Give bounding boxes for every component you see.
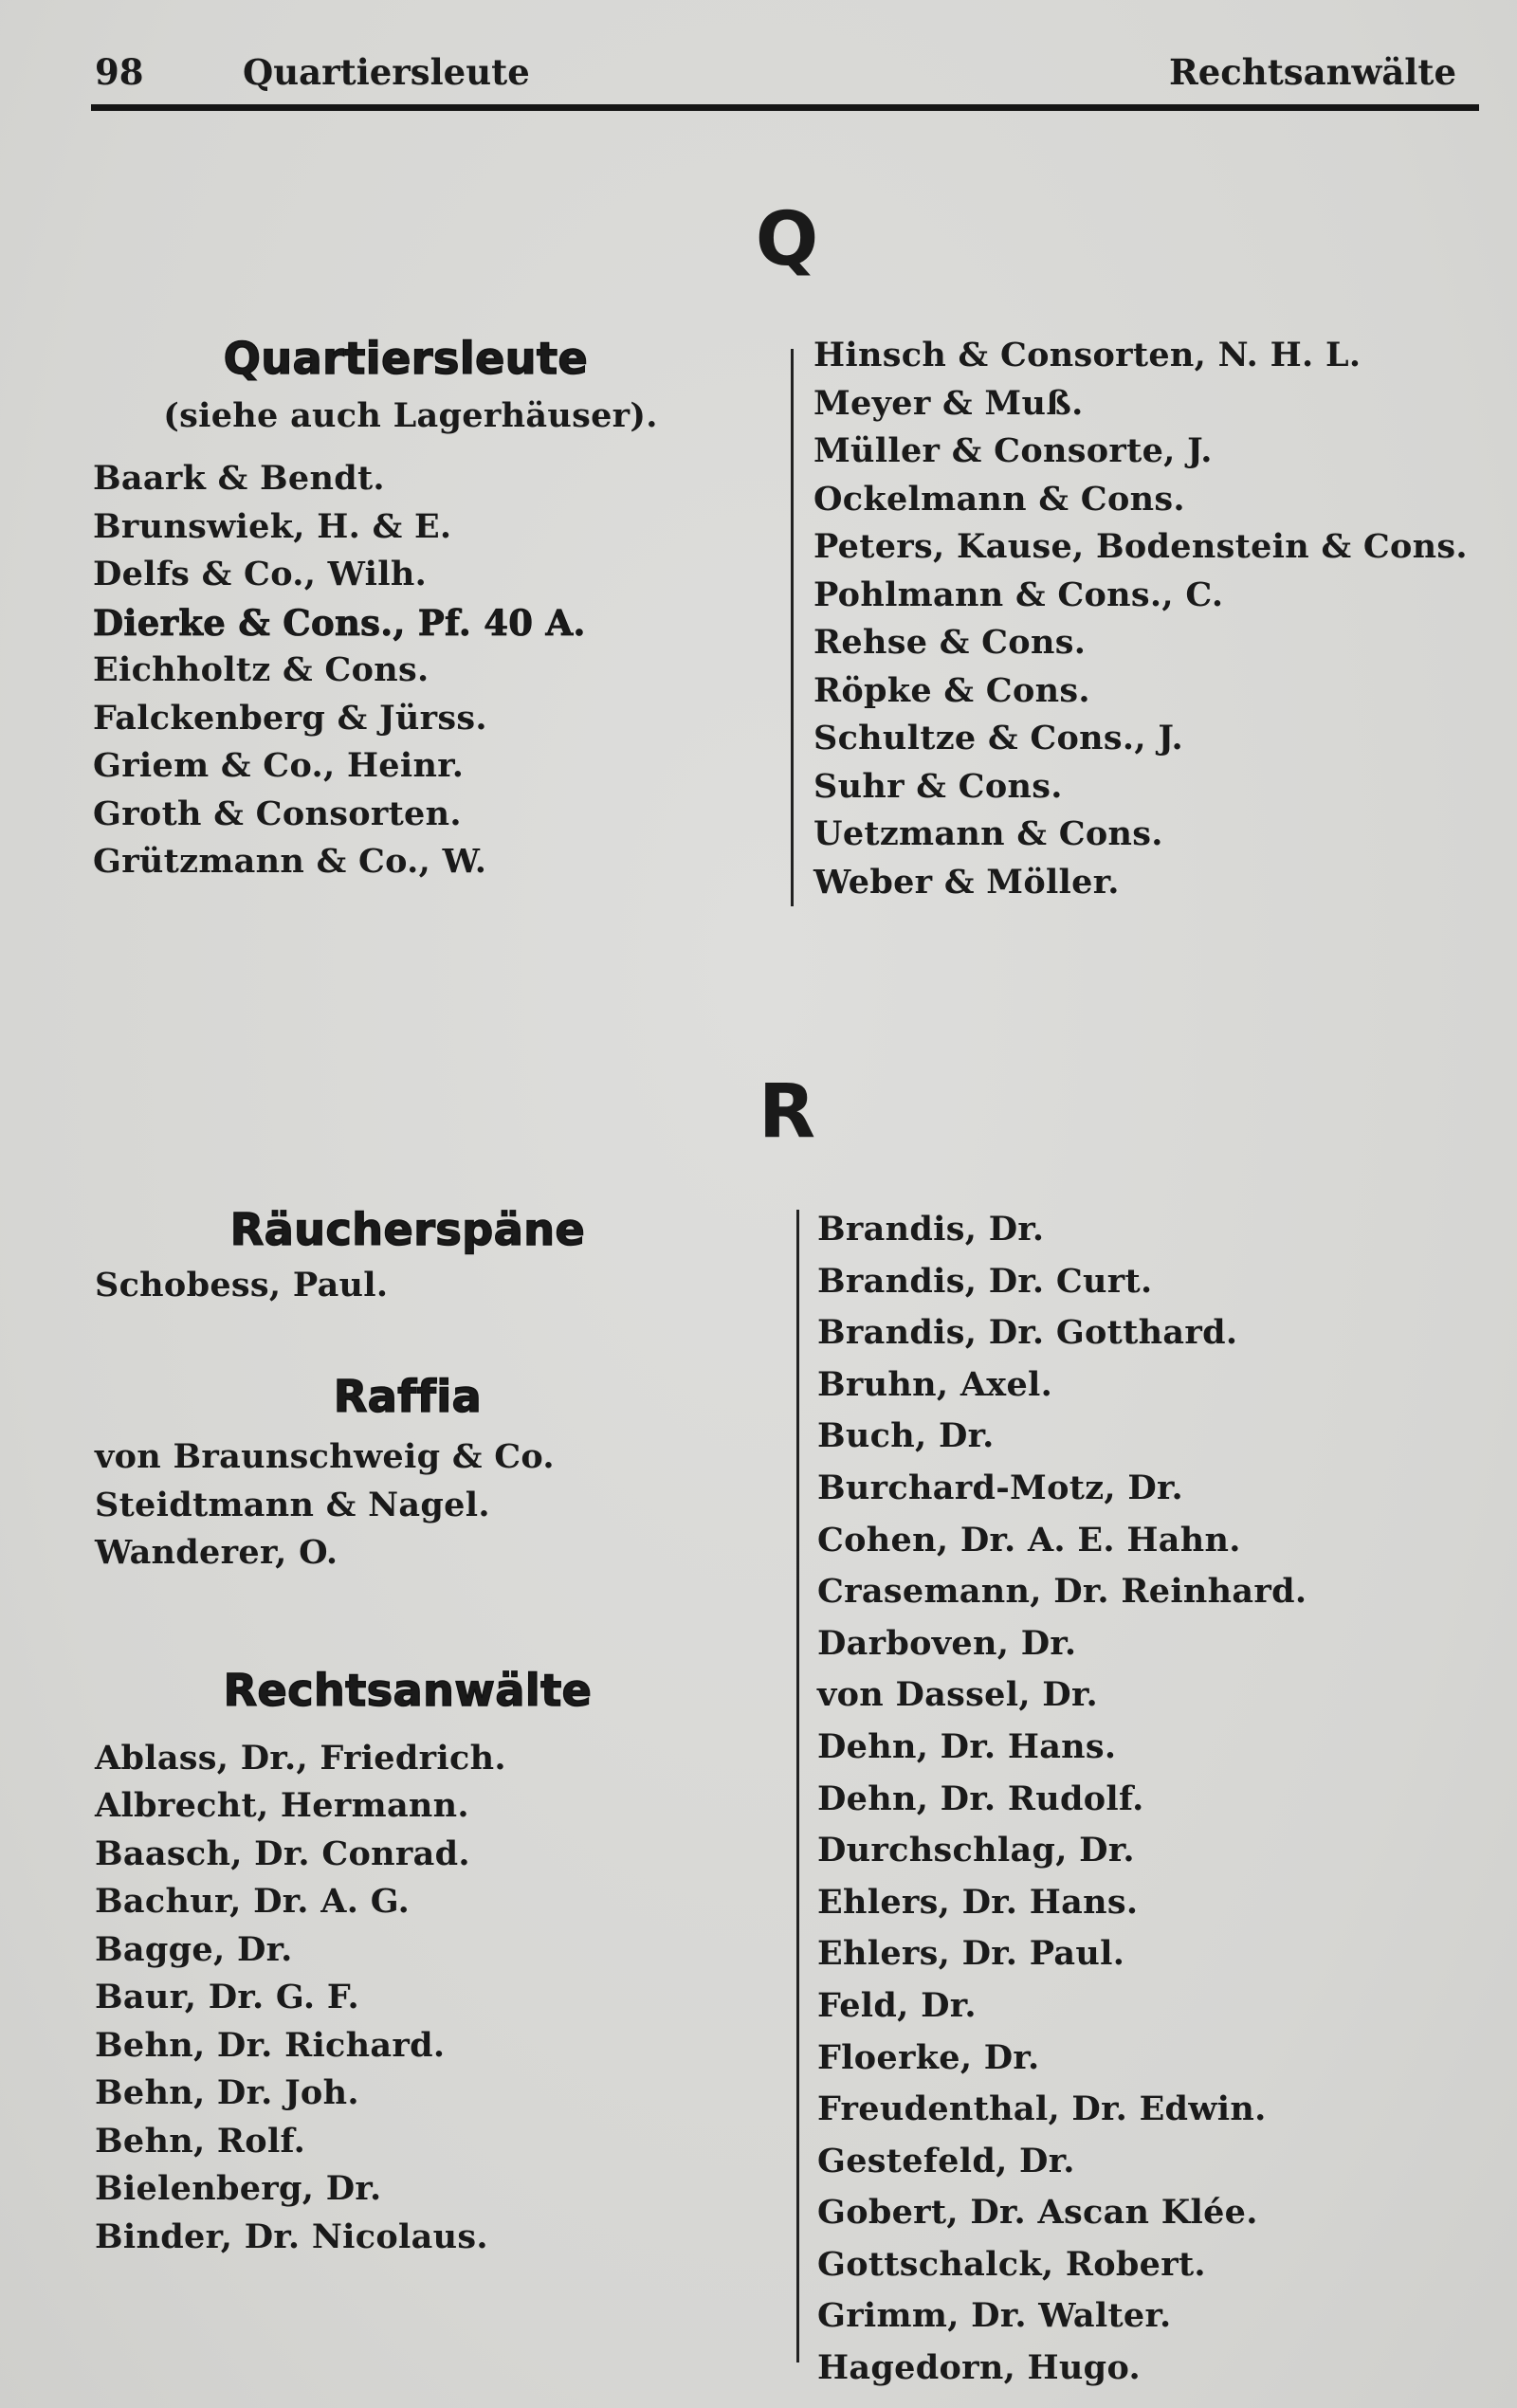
list-item: Freudenthal, Dr. Edwin. — [817, 2089, 1267, 2129]
list-item: Rehse & Cons. — [813, 623, 1087, 662]
list-item: Grützmann & Co., W. — [93, 842, 487, 881]
list-item: Peters, Kause, Bodenstein & Cons. — [813, 527, 1468, 566]
list-item: Gobert, Dr. Ascan Klée. — [817, 2193, 1258, 2233]
list-item: Ockelmann & Cons. — [813, 479, 1185, 519]
list-item: Röpke & Cons. — [813, 670, 1090, 710]
list-item: Darboven, Dr. — [817, 1623, 1077, 1663]
list-item: Schobess, Paul. — [95, 1266, 389, 1304]
list-item: Brandis, Dr. Gotthard. — [817, 1313, 1238, 1353]
list-item: Hinsch & Consorten, N. H. L. — [813, 336, 1362, 374]
list-item: Baark & Bendt. — [93, 459, 385, 498]
list-item: Wanderer, O. — [95, 1533, 338, 1572]
r-right-column — [817, 1204, 1481, 2395]
list-item: Meyer & Muß. — [813, 383, 1084, 423]
page-number: 98 — [95, 51, 144, 93]
list-item: Floerke, Dr. — [817, 2037, 1040, 2077]
list-item: Buch, Dr. — [817, 1416, 995, 1456]
list-item: Brandis, Dr. — [817, 1210, 1045, 1249]
r-left-column — [95, 1200, 702, 2261]
heading-quartiersleute: Quartiersleute — [223, 333, 589, 384]
list-item: Ehlers, Dr. Paul. — [817, 1934, 1125, 1974]
running-header — [91, 49, 1479, 102]
heading-raeucherspaene: Räucherspäne — [229, 1204, 586, 1255]
running-title-right: Rechtsanwälte — [1168, 51, 1456, 93]
list-item: Gestefeld, Dr. — [817, 2141, 1075, 2180]
list-item: Delfs & Co., Wilh. — [93, 555, 428, 593]
list-item: Schultze & Cons., J. — [813, 719, 1183, 757]
list-item: Grimm, Dr. Walter. — [817, 2296, 1172, 2336]
q-left-column — [93, 330, 700, 886]
list-item: Feld, Dr. — [817, 1985, 977, 2025]
list-item: Burchard-Motz, Dr. — [817, 1468, 1184, 1507]
list-item: von Braunschweig & Co. — [95, 1437, 555, 1476]
list-item: Hagedorn, Hugo. — [817, 2348, 1141, 2388]
list-item: Eichholtz & Cons. — [93, 650, 430, 689]
section-letter-r: R — [758, 1069, 816, 1155]
list-item: Griem & Co., Heinr. — [93, 746, 465, 785]
column-rule-q — [791, 349, 794, 906]
list-item: Dehn, Dr. Rudolf. — [817, 1779, 1144, 1818]
list-item: Groth & Consorten. — [93, 794, 462, 833]
list-item: Bachur, Dr. A. G. — [95, 1882, 411, 1921]
list-item: Steidtmann & Nagel. — [95, 1485, 490, 1524]
list-item: Behn, Dr. Joh. — [95, 2073, 359, 2112]
list-item: Crasemann, Dr. Reinhard. — [817, 1572, 1307, 1612]
list-item: Dehn, Dr. Hans. — [817, 1726, 1117, 1766]
list-item: Behn, Dr. Richard. — [95, 2025, 446, 2065]
list-item: Pohlmann & Cons., C. — [813, 575, 1224, 614]
list-item: Bruhn, Axel. — [817, 1364, 1053, 1404]
list-item: Müller & Consorte, J. — [813, 431, 1213, 470]
list-item: von Dassel, Dr. — [817, 1675, 1098, 1715]
list-item: Ablass, Dr., Friedrich. — [95, 1738, 506, 1778]
list-item: Durchschlag, Dr. — [817, 1831, 1135, 1870]
list-item: Weber & Möller. — [813, 862, 1120, 902]
list-item: Behn, Rolf. — [95, 2121, 306, 2161]
list-item: Dierke & Cons., Pf. 40 A. — [93, 601, 586, 644]
list-item: Baasch, Dr. Conrad. — [95, 1833, 470, 1873]
column-rule-r — [796, 1210, 799, 2362]
heading-raffia: Raffia — [333, 1371, 483, 1422]
list-item: Bagge, Dr. — [95, 1929, 293, 1969]
list-item: Ehlers, Dr. Hans. — [817, 1882, 1139, 1922]
list-item: Bielenberg, Dr. — [95, 2169, 382, 2208]
list-item: Brunswiek, H. & E. — [93, 506, 452, 546]
section-letter-q: Q — [755, 197, 819, 283]
list-item: Suhr & Cons. — [813, 766, 1063, 806]
list-item: Binder, Dr. Nicolaus. — [95, 2216, 488, 2256]
list-item: Albrecht, Hermann. — [95, 1786, 469, 1825]
running-title-left: Quartiersleute — [243, 51, 530, 93]
list-item: Baur, Dr. G. F. — [95, 1978, 359, 2016]
list-item: Gottschalck, Robert. — [817, 2244, 1206, 2284]
q-right-column — [813, 332, 1477, 906]
list-item: Uetzmann & Cons. — [813, 814, 1163, 853]
list-item: Brandis, Dr. Curt. — [817, 1261, 1153, 1301]
heading-note: (siehe auch Lagerhäuser). — [163, 396, 658, 435]
header-rule — [91, 104, 1479, 111]
list-item: Cohen, Dr. A. E. Hahn. — [817, 1520, 1241, 1560]
heading-rechtsanwaelte: Rechtsanwälte — [223, 1664, 593, 1716]
list-item: Falckenberg & Jürss. — [93, 698, 487, 738]
